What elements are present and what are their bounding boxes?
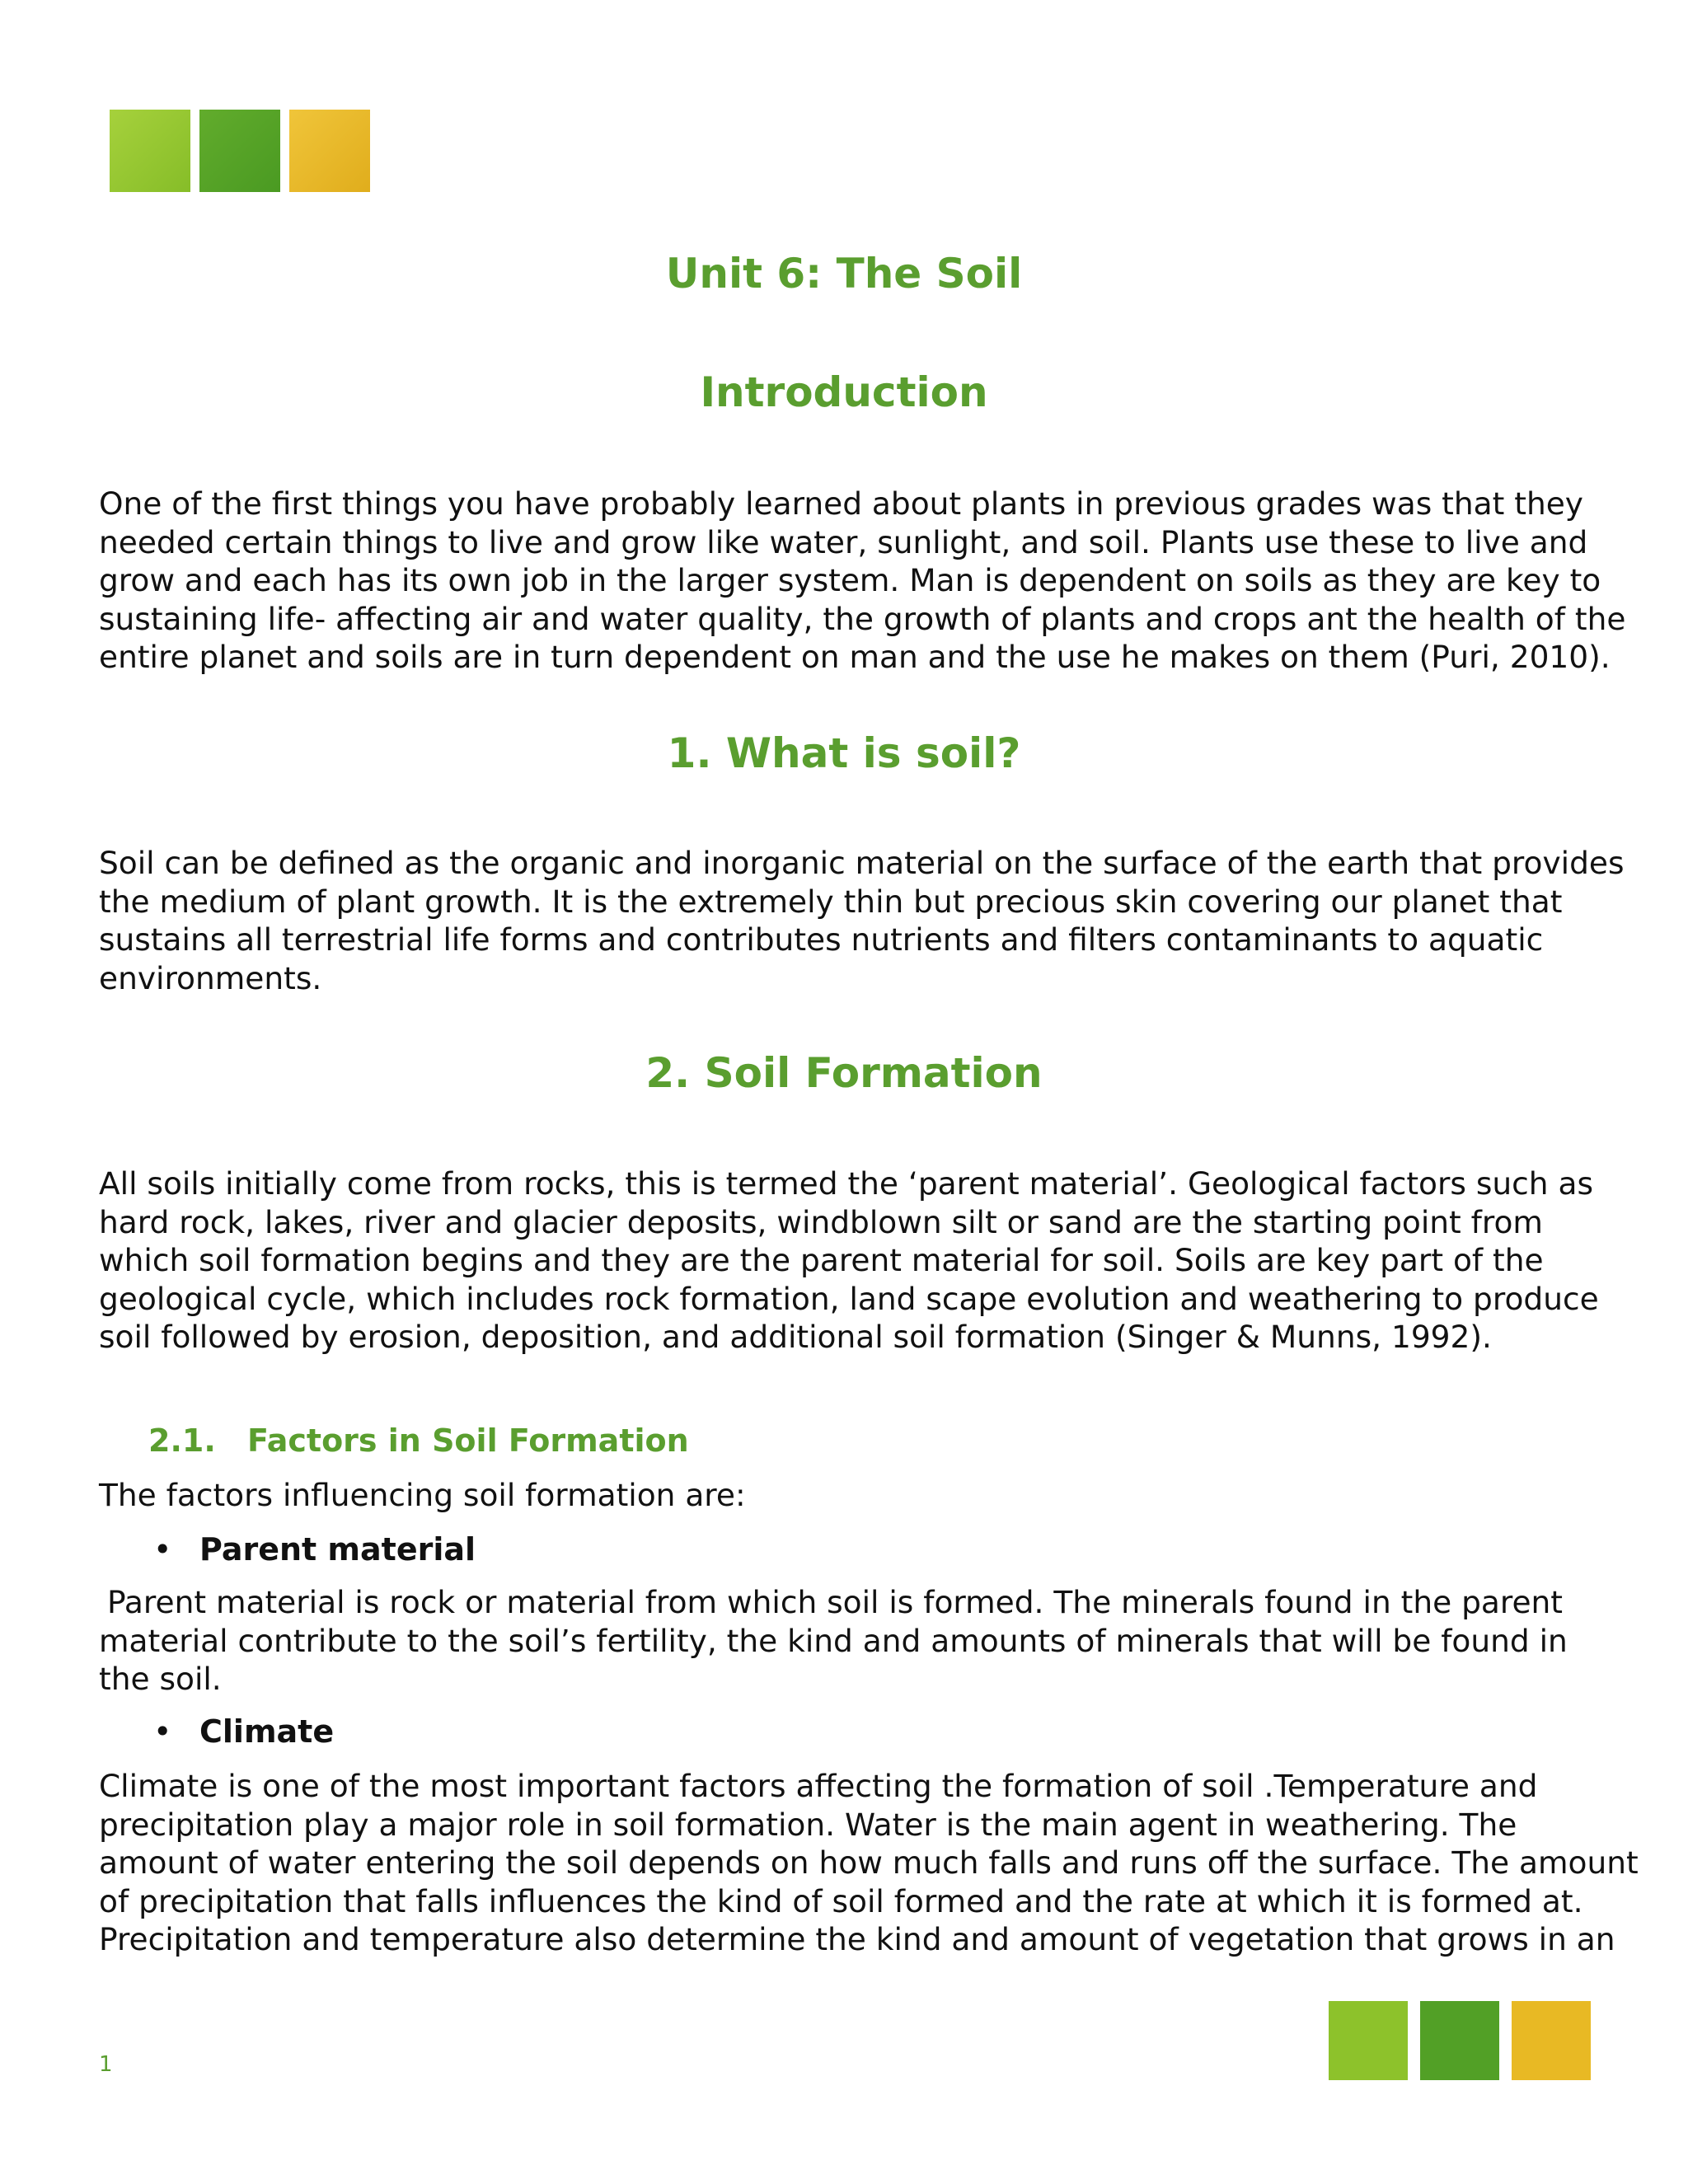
logo-block-dark-green bbox=[1420, 2001, 1499, 2080]
paragraph-line: Climate is one of the most important factors affecting the formation of soil .Temperature and bbox=[99, 1768, 1538, 1804]
bullet-label: Parent material bbox=[199, 1531, 476, 1568]
paragraph-line: needed certain things to live and grow like water, sunlight, and soil. Plants use these to live and bbox=[99, 523, 1588, 560]
paragraph-line: which soil formation begins and they are the parent material for soil. Soils are key part of the bbox=[99, 1242, 1544, 1278]
paragraph-line: precipitation play a major role in soil formation. Water is the main agent in weathering. The bbox=[99, 1806, 1517, 1843]
paragraph-line: All soils initially come from rocks, this is termed the ‘parent material’. Geological factors such as bbox=[99, 1165, 1593, 1202]
subheading-number: 2.1. bbox=[148, 1422, 216, 1459]
bullet-parent-material bbox=[153, 1530, 476, 1568]
subheading-title: Factors in Soil Formation bbox=[247, 1422, 689, 1459]
logo-block-yellow bbox=[1512, 2001, 1591, 2080]
paragraph-line: soil followed by erosion, deposition, and additional soil formation (Singer & Munns, 1992). bbox=[99, 1319, 1492, 1355]
soil-formation-heading: 2. Soil Formation bbox=[645, 1049, 1043, 1097]
paragraph-line: sustaining life- affecting air and water quality, the growth of plants and crops ant the health of the bbox=[99, 600, 1626, 637]
factors-intro-paragraph bbox=[99, 1476, 1607, 1515]
paragraph-line: grow and each has its own job in the larger system. Man is dependent on soils as they are key to bbox=[99, 562, 1601, 598]
parent-material-paragraph bbox=[99, 1583, 1615, 1699]
paragraph-line: entire planet and soils are in turn dependent on man and the use he makes on them (Puri, 2010). bbox=[99, 639, 1611, 675]
introduction-paragraph bbox=[99, 485, 1626, 677]
factors-subheading bbox=[148, 1422, 689, 1460]
paragraph-line: sustains all terrestrial life forms and contributes nutrients and filters contaminants to aquatic bbox=[99, 921, 1544, 958]
bullet-label: Climate bbox=[199, 1713, 335, 1750]
paragraph-line: geological cycle, which includes rock formation, land scape evolution and weathering to produce bbox=[99, 1280, 1599, 1317]
paragraph-line: environments. bbox=[99, 959, 322, 996]
paragraph-line: of precipitation that falls influences the kind of soil formed and the rate at which it is formed at. bbox=[99, 1882, 1583, 1919]
what-is-soil-paragraph bbox=[99, 844, 1625, 997]
paragraph-line: amount of water entering the soil depends on how much falls and runs off the surface. The amount bbox=[99, 1844, 1639, 1881]
logo-block-yellow bbox=[289, 110, 370, 192]
introduction-heading: Introduction bbox=[700, 368, 988, 416]
paragraph-line: hard rock, lakes, river and glacier deposits, windblown silt or sand are the starting point from bbox=[99, 1203, 1543, 1240]
soil-formation-paragraph bbox=[99, 1165, 1607, 1357]
paragraph-line: Precipitation and temperature also determine the kind and amount of vegetation that grows in an bbox=[99, 1921, 1615, 1957]
climate-paragraph bbox=[99, 1767, 1639, 1959]
logo-block-light-green bbox=[110, 110, 190, 192]
bullet-climate bbox=[153, 1713, 334, 1750]
page-title: Unit 6: The Soil bbox=[665, 250, 1023, 298]
bullet-glyph: • bbox=[153, 1531, 172, 1568]
logo-block-dark-green bbox=[199, 110, 280, 192]
paragraph-line: One of the first things you have probably learned about plants in previous grades was that they bbox=[99, 485, 1583, 522]
paragraph-line: Soil can be defined as the organic and inorganic material on the surface of the earth that provides bbox=[99, 845, 1625, 881]
paragraph-line: Parent material is rock or material from which soil is formed. The minerals found in the parent bbox=[107, 1584, 1564, 1620]
page-number: 1 bbox=[99, 2052, 113, 2077]
paragraph-line: the soil. bbox=[99, 1661, 222, 1697]
footer-logo-blocks bbox=[1329, 2001, 1603, 2080]
what-is-soil-heading: 1. What is soil? bbox=[667, 729, 1021, 777]
paragraph-line: material contribute to the soil’s fertility, the kind and amounts of minerals that will be found in bbox=[99, 1622, 1568, 1659]
header-logo-blocks bbox=[110, 110, 379, 192]
paragraph-line: The factors influencing soil formation are: bbox=[99, 1477, 746, 1513]
paragraph-line: the medium of plant growth. It is the extremely thin but precious skin covering our planet that bbox=[99, 883, 1563, 920]
logo-block-light-green bbox=[1329, 2001, 1408, 2080]
bullet-glyph: • bbox=[153, 1713, 172, 1750]
